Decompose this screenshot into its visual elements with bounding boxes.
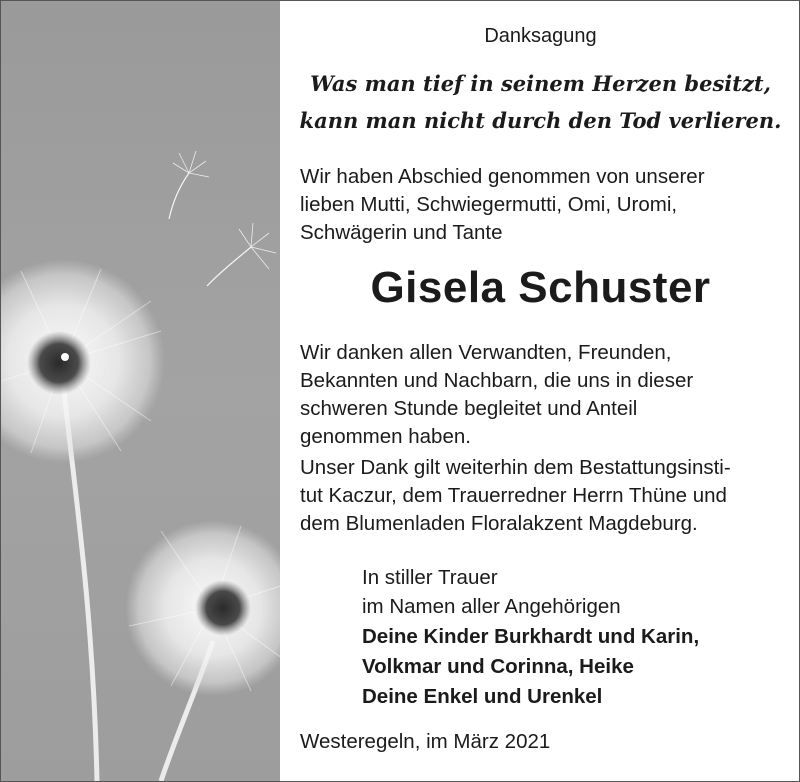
thanks-line-4: genommen haben. [300,425,471,448]
thanks-line-7: dem Blumenladen Floralakzent Magdeburg. [300,512,698,535]
signature-line-3: Deine Kinder Burkhardt und Karin, [362,625,700,648]
notice-text [282,1,799,781]
signature-line-5: Deine Enkel und Urenkel [362,685,603,708]
intro-line-3: Schwägerin und Tante [300,221,503,244]
place-date: Westeregeln, im März 2021 [300,730,551,753]
motto-line-1: Was man tief in seinem Herzen besitzt, [310,71,771,96]
heading: Danksagung [484,25,597,47]
signature-line-2: im Namen aller Angehörigen [362,595,621,618]
deceased-name: Gisela Schuster [370,263,711,312]
motto-line-2: kann man nicht durch den Tod verlieren. [299,108,782,133]
thanks-line-1: Wir danken allen Verwandten, Freunden, [300,341,672,364]
dandelion-photo [1,1,280,781]
intro-line-2: lieben Mutti, Schwiegermutti, Omi, Uromi, [300,193,678,216]
thanks-line-3: schweren Stunde begleitet und Anteil [300,397,638,420]
thanks-line-2: Bekannten und Nachbarn, die uns in dieser [300,369,694,392]
signature-line-1: In stiller Trauer [362,566,498,589]
thanks-line-6: tut Kaczur, dem Trauerredner Herrn Thüne und [300,484,727,507]
thanks-line-5: Unser Dank gilt weiterhin dem Bestattungsinsti- [300,456,731,479]
intro-line-1: Wir haben Abschied genommen von unserer [300,165,705,188]
signature-line-4: Volkmar und Corinna, Heike [362,655,634,678]
